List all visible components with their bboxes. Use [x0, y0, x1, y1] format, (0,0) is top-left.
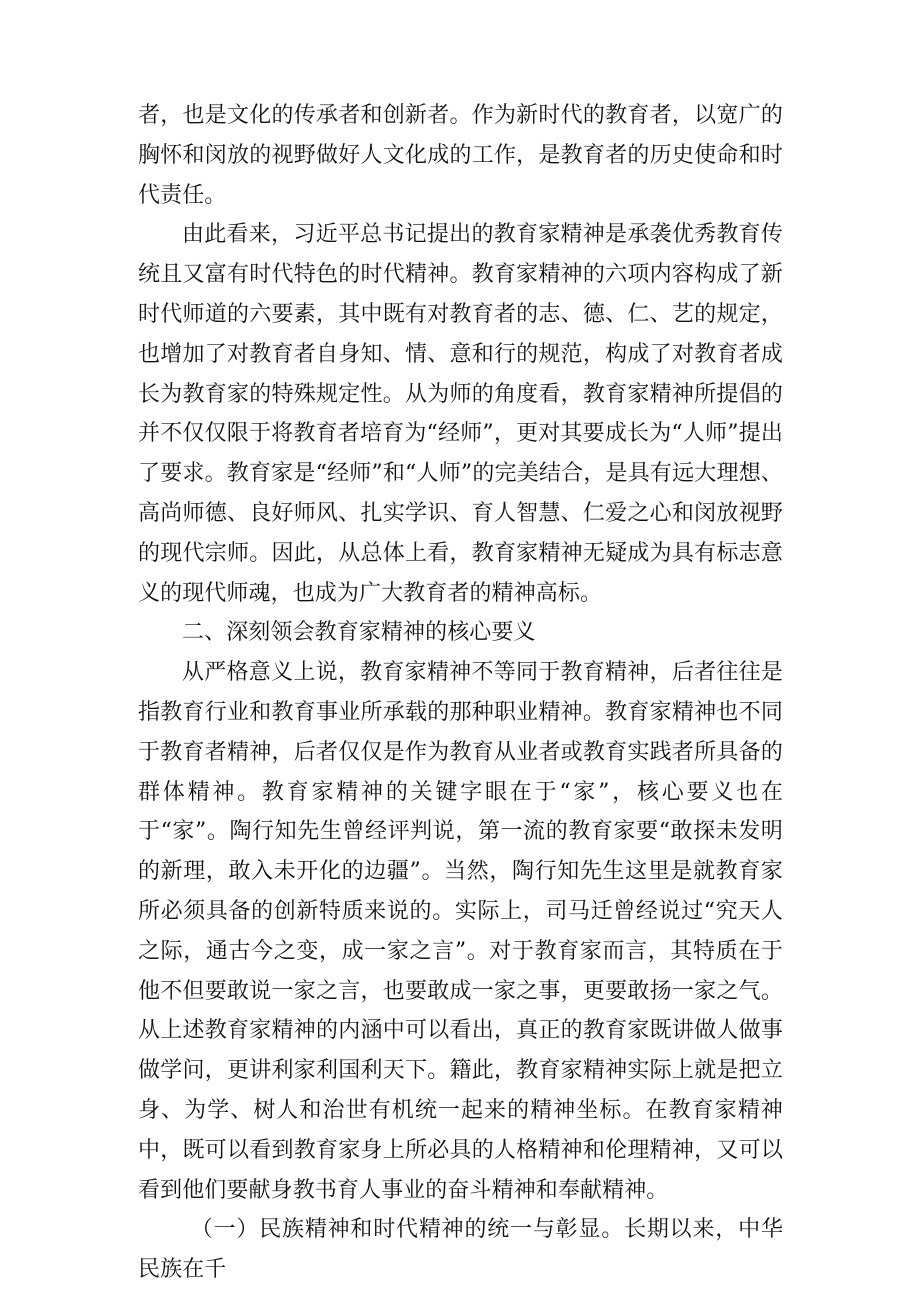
subsection-paragraph: （一）民族精神和时代精神的统一与彰显。长期以来，中华民族在千: [138, 1217, 783, 1283]
section-heading: 二、深刻领会教育家精神的核心要义: [182, 620, 536, 646]
document-body: [138, 96, 783, 1290]
paragraph-core-meaning: 从严格意义上说，教育家精神不等同于教育精神，后者往往是指教育行业和教育事业所承载的那种职业精神。教育家精神也不同于教育者精神，后者仅仅是作为教育从业者或教育实践者所具备的群体精神。教育家精神的关键字眼在于“家”，核心要义也在于“家”。陶行知先生曾经评判说，第一流的教育家要“敢探未发明的新理，敢入未开化的边疆”。当然，陶行知先生这里是就教育家所必须具备的创新特质来说的。实际上，司马迁曾经说过“究天人之际，通古今之变，成一家之言”。对于教育家而言，其特质在于他不但要敢说一家之言，也要敢成一家之事，更要敢扬一家之气。从上述教育家精神的内涵中可以看出，真正的教育家既讲做人做事做学问，更讲利家利国利天下。籍此，教育家精神实际上就是把立身、为学、树人和治世有机统一起来的精神坐标。在教育家精神中，既可以看到教育家身上所必具的人格精神和伦理精神，又可以看到他们要献身教书育人事业的奋斗精神和奉献精神。: [138, 660, 783, 1203]
paragraph-continuation: 者，也是文化的传承者和创新者。作为新时代的教育者，以宽广的胸怀和闵放的视野做好人文化成的工作，是教育者的历史使命和时代责任。: [138, 103, 783, 208]
paragraph-educator-spirit-summary: 由此看来，习近平总书记提出的教育家精神是承袭优秀教育传统且又富有时代特色的时代精神。教育家精神的六项内容构成了新时代师道的六要素，其中既有对教育者的志、德、仁、艺的规定，也增加了对教育者自身知、情、意和行的规范，构成了对教育者成长为教育家的特殊规定性。从为师的角度看，教育家精神所提倡的并不仅仅限于将教育者培育为“经师”，更对其要成长为“人师”提出了要求。教育家是“经师”和“人师”的完美结合，是具有远大理想、高尚师德、良好师风、扎实学识、育人智慧、仁爱之心和闵放视野的现代宗师。因此，从总体上看，教育家精神无疑成为具有标志意义的现代师魂，也成为广大教育者的精神高标。: [138, 222, 783, 606]
